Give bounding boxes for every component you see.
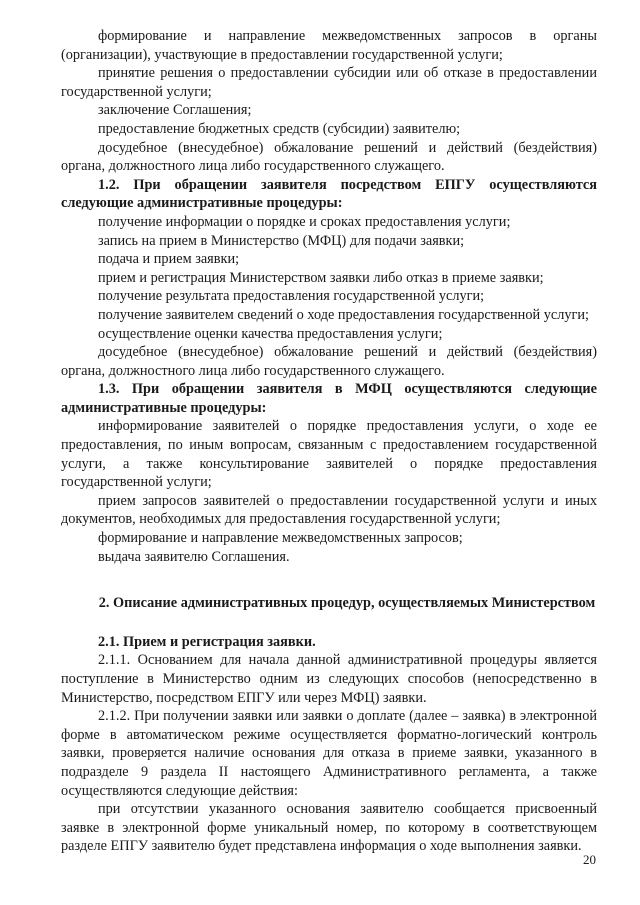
document-page <box>61 27 597 856</box>
list-item: прием и регистрация Министерством заявки либо отказ в приеме заявки; <box>98 269 544 286</box>
list-item: подача и прием заявки; <box>98 251 240 268</box>
list-item: запись на прием в Министерство (МФЦ) для подачи заявки; <box>98 232 465 249</box>
subsection-heading-1-2: 1.2. При обращении заявителя посредством ЕПГУ осуществляются следующие административные процедуры: <box>61 176 597 212</box>
paragraph: предоставление бюджетных средств (субсидии) заявителю; <box>98 120 461 137</box>
paragraph: формирование и направление межведомственных запросов в органы (организации), участвующие в предоставлении государственной услуги; <box>61 28 597 63</box>
paragraph: принятие решения о предоставлении субсидии или об отказе в предоставлении государственной услуги; <box>61 65 597 100</box>
list-item: формирование и направление межведомственных запросов; <box>98 530 463 547</box>
page-number: 20 <box>583 852 596 867</box>
section-spacer <box>61 613 597 633</box>
list-item: досудебное (внесудебное) обжалование решений и действий (бездействия) органа, должностного лица либо государственного служащего. <box>61 344 597 379</box>
subsection-heading-1-3: 1.3. При обращении заявителя в МФЦ осуществляются следующие административные процедуры: <box>61 381 597 416</box>
list-item: информирование заявителей о порядке предоставления услуги, о ходе ее предоставления, по иным вопросам, связанным с предоставлением государственной услуги, а также консультирование заявителей о порядке предоставления государственной услуги; <box>61 418 597 491</box>
list-item: осуществление оценки качества предоставления услуги; <box>98 325 443 342</box>
paragraph: заключение Соглашения; <box>98 102 252 119</box>
section-spacer <box>61 566 597 594</box>
list-item: прием запросов заявителей о предоставлении государственной услуги и иных документов, необходимых для предоставления государственной услуги; <box>61 492 597 528</box>
paragraph: досудебное (внесудебное) обжалование решений и действий (бездействия) органа, должностного лица либо государственного служащего. <box>61 139 597 175</box>
list-item: получение заявителем сведений о ходе предоставления государственной услуги; <box>98 306 589 323</box>
section-title: 2. Описание административных процедур, осуществляемых Министерством <box>98 595 596 612</box>
list-item: получение результата предоставления государственной услуги; <box>98 288 485 305</box>
paragraph: 2.1.1. Основанием для начала данной административной процедуры является поступление в Министерство одним из следующих способов (непосредственно в Министерство, посредством ЕПГУ или через МФЦ) заявки. <box>61 652 597 706</box>
list-item: получение информации о порядке и сроках предоставления услуги; <box>98 213 511 230</box>
list-item: выдача заявителю Соглашения. <box>98 548 290 565</box>
subsection-heading-2-1: 2.1. Прием и регистрация заявки. <box>98 633 316 650</box>
paragraph: при отсутствии указанного основания заявителю сообщается присвоенный заявке в электронной форме уникальный номер, по которому в соответствующем разделе ЕПГУ заявителю будет представлена информация о ходе выполнения заявки. <box>61 801 597 855</box>
paragraph: 2.1.2. При получении заявки или заявки о доплате (далее – заявка) в электронной форме в автоматическом режиме осуществляется форматно-логический контроль заявки, проверяется наличие основания для отказа в приеме заявки, указанного в подразделе 9 раздела II настоящего Административного регламента, а также осуществляются следующие действия: <box>61 708 597 799</box>
